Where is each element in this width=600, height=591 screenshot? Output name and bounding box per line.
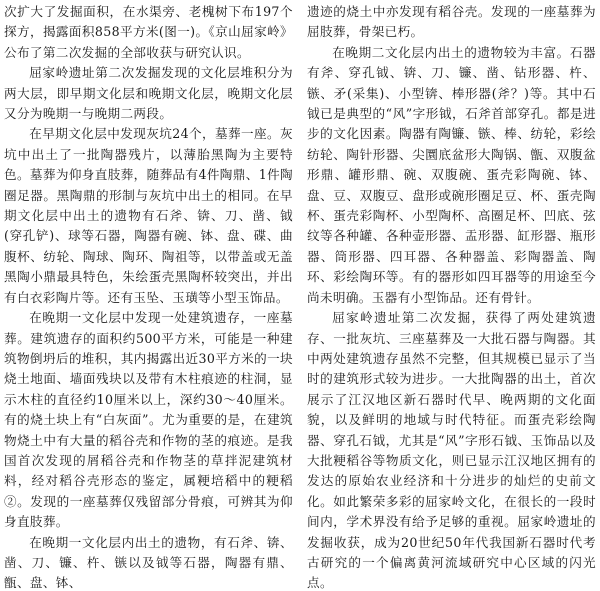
paragraph: 在晚期一文化层中发现一处建筑遗存，一座墓葬。建筑遗存的面积约500平方米，可能是一种建筑物倒坍后的堆积，其内揭露出近30平方米的一块烧土地面、墙面残块以及带有木柱痕迹的柱洞，显示木柱的直径约10厘米以上，深约30～40厘米。有的烧土块上有“白灰面”。尤为重要的是，在建筑物烧土中有大量的稻谷壳和作物的茎的痕迹。是我国首次发现的屑稻谷壳和作物茎的草拌泥建筑材料，经对稻谷壳形态的鉴定，属粳培稻中的粳稻②。发现的一座墓葬仅残留部分骨痕，可辨其为仰身直肢葬。 [4,310,293,530]
paragraph: 屈家岭遗址第二次发掘发现的文化层堆积分为两大层，即早期文化层和晚期文化层，晚期文化层又分为晚期一与晚期二两段。 [4,65,293,122]
paragraph: 在晚期二文化层内出土的遗物较为丰富。石器有斧、穿孔钺、锛、刀、镰、凿、钻形器、杵、镞、矛(采集)、小型锛、棒形器(斧？)等。其中石钺已是典型的“风”字形钺，石斧首部穿孔。都是进步的文化因素。陶器有陶镰、镞、棒、纺轮，彩绘纺轮、陶针形器、尖圜底盆形大陶锅、甑、双腹盆形鼎、罐形鼎、碗、双腹碗、蛋壳彩陶碗、钵、盘、豆、双腹豆、盘形或碗形圈足豆、杯、蛋壳陶杯、蛋壳彩陶杯、小型陶杯、高圈足杯、凹底、弦纹等各种罐、各种壶形器、盂形器、缸形器、瓶形器、筒形器、四耳器、各种器盖、彩陶器盖、陶环、彩绘陶环等。有的器形如四耳器等的用途至今尚未明确。玉器有小型饰品。还有骨针。 [307,44,596,305]
paragraph-continuation: 遗迹的烧土中亦发现有稻谷壳。发现的一座墓葬为屈肢葬，骨架已朽。 [307,4,596,40]
right-column [307,2,596,591]
paragraph: 屈家岭遗址第二次发掘，获得了两处建筑遗存、一批灰坑、三座墓葬及一大批石器与陶器。其中两处建筑遗存虽然不完整，但其规模已显示了当时的建筑形式较为进步。一大批陶器的出土，首次展示了江汉地区新石器时代早、晚两期的文化面貌，以及鲜明的地域与时代特征。而蛋壳彩绘陶器、穿孔石钺，尤其是“风”字形石钺、玉饰品以及大批粳稻谷等物质文化，则已显示江汉地区拥有的发达的原始农业经济和十分进步的灿烂的史前文化。如此繁荣多彩的屈家岭文化，在很长的一段时间内，学术界没有给予足够的重视。屈家岭遗址的发掘收获，成为20世纪50年代我国新石器时代考古研究的一个偏离黄河流域研究中心区域的闪光点。 [307,310,596,591]
left-column [4,2,293,591]
paragraph-continuation: 次扩大了发掘面积，在水渠旁、老槐树下布197个探方，揭露面积858平方米(图一)。《京山屈家岭》公布了第二次发掘的全部收获与研究认识。 [4,4,293,60]
paragraph: 在晚期一文化层内出土的遗物，有石斧、锛、凿、刀、镰、杵、镞以及钺等石器，陶器有鼎、甑、盘、钵、 [4,534,293,591]
paragraph: 在早期文化层中发现灰坑24个，墓葬一座。灰坑中出土了一批陶器残片，以薄胎黑陶为主要特色。墓葬为仰身直肢葬，随葬品有4件陶鼎、1件陶圈足器。黑陶鼎的形制与灰坑中出土的相同。在早期文化层中出土的遗物有石斧、锛、刀、凿、钺(穿孔铲)、球等石器，陶器有碗、钵、盘、碟、曲腹杯、纺轮、陶球、陶环、陶祖等，以带盖或无盖黑陶小鼎最具特色，朱绘蛋壳黑陶杯较突出，并出有白衣彩陶片等。还有玉坠、玉璜等小型玉饰品。 [4,126,293,305]
